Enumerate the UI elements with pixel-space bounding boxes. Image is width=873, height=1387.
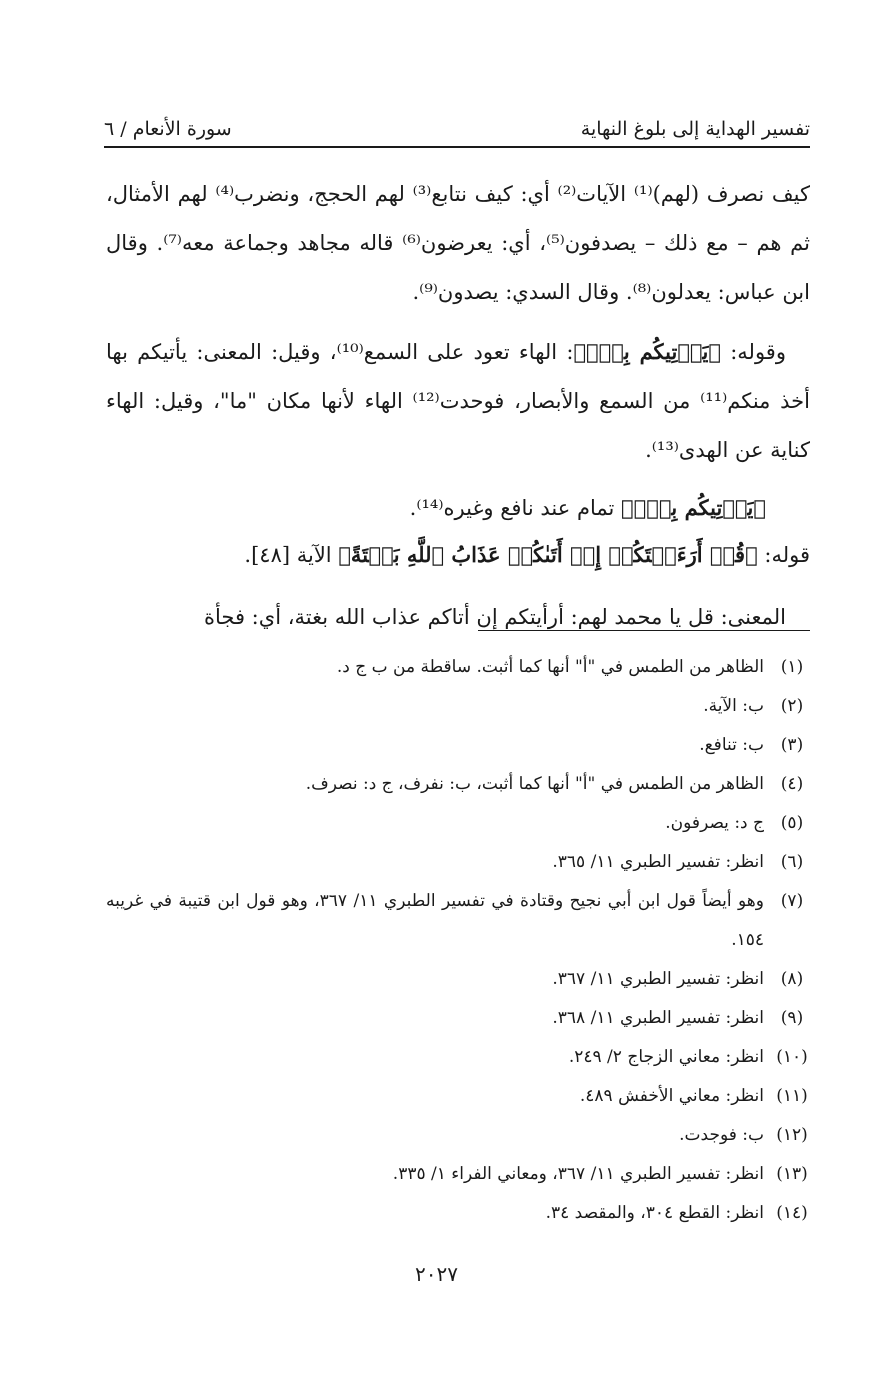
footnote <box>106 960 820 999</box>
paragraph-4-intro: قوله: <box>757 543 810 567</box>
quran-verse: ﴿يَأۡتِيكُم بِهِۗ﴾ <box>573 339 721 364</box>
paragraph-3-text: تمام عند نافع وغيره⁽¹⁴⁾. <box>409 496 622 520</box>
footnote <box>106 843 820 882</box>
header-rule <box>104 146 810 148</box>
footnotes <box>106 648 820 1233</box>
paragraph-2-intro: وقوله: <box>720 340 786 364</box>
paragraph-4-text: الآية [٤٨]. <box>244 543 339 567</box>
footnote-number: (١٤) <box>776 1203 808 1223</box>
paragraph-2 <box>106 327 810 475</box>
footnote <box>106 1116 820 1155</box>
paragraph-4 <box>106 531 810 579</box>
footnote-number: (٥) <box>780 813 804 833</box>
footnote-number: (١٢) <box>776 1125 808 1145</box>
footnote-text: انظر: القطع ٣٠٤، والمقصد ٣٤. <box>545 1203 764 1223</box>
footnote <box>106 648 820 687</box>
footnote <box>106 804 820 843</box>
footnote-text: انظر: تفسير الطبري ١١/ ٣٦٥. <box>552 852 764 872</box>
footnote-number: (١) <box>780 657 804 677</box>
book-title: تفسير الهداية إلى بلوغ النهاية <box>580 118 810 140</box>
surah-page-label: سورة الأنعام / ٦ <box>104 118 232 140</box>
paragraph-1: كيف نصرف (لهم)⁽¹⁾ الآيات⁽²⁾ أي: كيف نتابع⁽³⁾ لهم الحجج، ونضرب⁽⁴⁾ لهم الأمثال، ثم هم – مع ذلك – يصدفون⁽⁵⁾، أي: يعرضون⁽⁶⁾ قاله مجاهد وجماعة معه⁽⁷⁾. وقال ابن عباس: يعدلون⁽⁸⁾. وقال السدي: يصدون⁽⁹⁾. <box>106 182 810 304</box>
footnote <box>106 882 820 960</box>
footnote <box>106 765 820 804</box>
footnote-number: (٧) <box>780 891 804 911</box>
footnote-text: الظاهر من الطمس في "أ" أنها كما أثبت، ب: نفرف، ج د: نصرف. <box>305 774 764 794</box>
main-text <box>106 170 810 652</box>
paragraph-5: المعنى: قل يا محمد لهم: أرأيتكم إن أتاكم عذاب الله بغتة، أي: فجأة <box>204 605 786 629</box>
footnote-number: (٨) <box>780 969 804 989</box>
footnote-number: (١١) <box>776 1086 808 1106</box>
footnote <box>106 1038 820 1077</box>
page-number: ٢٠٢٧ <box>415 1262 458 1286</box>
footnote-number: (٣) <box>780 735 804 755</box>
footnote-rule <box>478 630 810 631</box>
quran-verse: ﴿قُلۡ أَرَءَيۡتَكُمۡ إِنۡ أَتَىٰكُمۡ عَذَابُ ٱللَّهِ بَغۡتَةً﴾ <box>338 542 758 567</box>
footnote <box>106 1155 820 1194</box>
footnote-text: انظر: تفسير الطبري ١١/ ٣٦٨. <box>552 1008 764 1028</box>
footnote-text: انظر: معاني الأخفش ٤٨٩. <box>579 1086 764 1106</box>
footnote-text: ب: فوجدت. <box>679 1125 764 1145</box>
footnote-text: انظر: تفسير الطبري ١١/ ٣٦٧. <box>552 969 764 989</box>
running-header <box>104 104 810 144</box>
footnote-number: (٦) <box>780 852 804 872</box>
footnote-text: ب: تنافع. <box>699 735 764 755</box>
footnote-number: (١٣) <box>776 1164 808 1184</box>
footnote <box>106 999 820 1038</box>
footnote-text: انظر: تفسير الطبري ١١/ ٣٦٧، ومعاني الفراء ١/ ٣٣٥. <box>392 1164 764 1184</box>
footnote-number: (٤) <box>780 774 804 794</box>
quran-verse: ﴿يَأۡتِيكُم بِهِۗ﴾ <box>621 495 766 520</box>
footnote-text: وهو أيضاً قول ابن أبي نجيح وقتادة في تفسير الطبري ١١/ ٣٦٧، وهو قول ابن قتيبة في غريبه ١٥٤. <box>106 891 764 950</box>
paragraph-2-text: : الهاء تعود على السمع⁽¹⁰⁾، وقيل: المعنى: يأتيكم بها أخذ منكم⁽¹¹⁾ من السمع والأبصار، فوحدت⁽¹²⁾ الهاء لأنها مكان "ما"، وقيل: الهاء كناية عن الهدى⁽¹³⁾. <box>106 340 810 462</box>
footnote <box>106 687 820 726</box>
paragraph-3 <box>106 485 810 531</box>
footnote-number: (١٠) <box>776 1047 808 1067</box>
footnote-text: انظر: معاني الزجاج ٢/ ٢٤٩. <box>568 1047 764 1067</box>
footnote-number: (٩) <box>780 1008 804 1028</box>
footnote <box>106 1077 820 1116</box>
footnote-number: (٢) <box>780 696 804 716</box>
footnote-text: ب: الآية. <box>703 696 764 716</box>
footnote-text: ج د: يصرفون. <box>665 813 764 833</box>
footnote <box>106 726 820 765</box>
footnote-text: الظاهر من الطمس في "أ" أنها كما أثبت. ساقطة من ب ج د. <box>336 657 764 677</box>
footnote <box>106 1194 820 1233</box>
